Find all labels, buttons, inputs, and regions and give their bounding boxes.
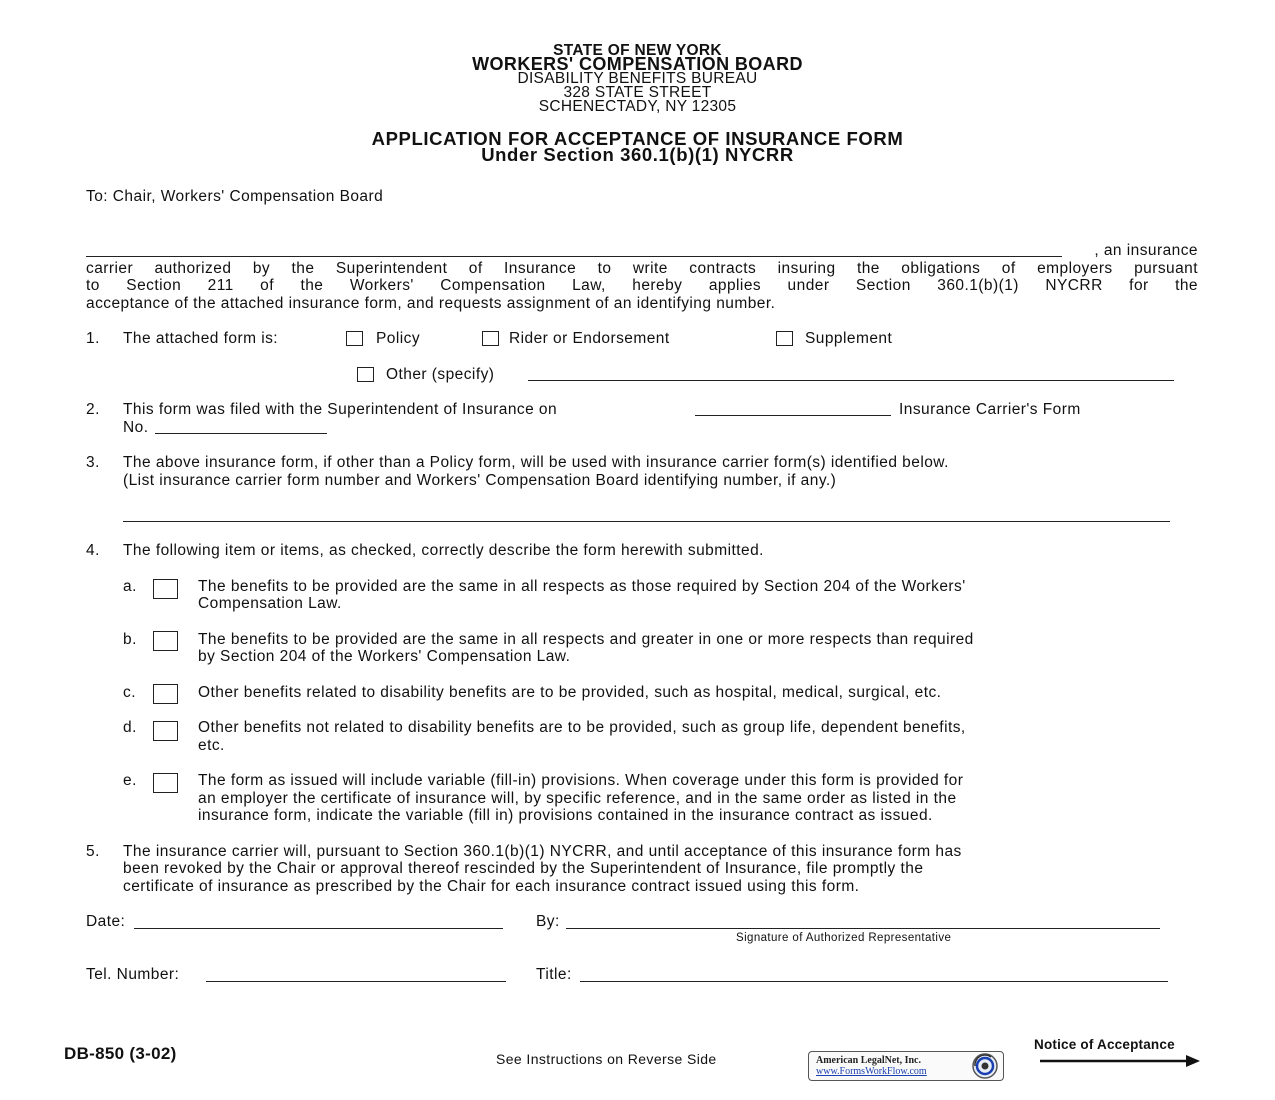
tel-label: Tel. Number: [86,966,180,983]
signature-caption: Signature of Authorized Representative [736,932,952,944]
date-field[interactable] [134,914,503,929]
item-1-number: 1. [86,330,100,347]
other-option-label: Other (specify) [386,366,495,383]
item-4e-checkbox[interactable] [153,773,178,793]
date-label: Date: [86,913,126,930]
form-title: APPLICATION FOR ACCEPTANCE OF INSURANCE FORM [371,128,904,149]
logo-company-name: American LegalNet, Inc. [816,1055,921,1066]
item-4e-letter: e. [123,772,137,789]
item-4d-line-1: Other benefits not related to disability benefits are to be provided, such as group life, dependent benefits, [198,719,966,736]
tel-field[interactable] [206,967,506,982]
intro-suffix: , an insurance [1094,242,1198,259]
item-4d-checkbox[interactable] [153,721,178,741]
item-4b-checkbox[interactable] [153,631,178,651]
logo-url[interactable]: www.FormsWorkFlow.com [816,1066,927,1077]
item-2-text-a: This form was filed with the Superintendent of Insurance on [123,401,558,418]
item-2-number: 2. [86,401,100,418]
intro-line-4: acceptance of the attached insurance form, and requests assignment of an identifying number. [86,295,776,312]
item-4d-letter: d. [123,719,137,736]
item-4a-line-2: Compensation Law. [198,595,342,612]
signature-field[interactable] [566,914,1160,929]
item-1-label: The attached form is: [123,330,279,347]
carrier-name-field[interactable] [86,243,1062,257]
form-subtitle: Under Section 360.1(b)(1) NYCRR [481,144,794,165]
notice-of-acceptance: Notice of Acceptance [1034,1037,1175,1052]
item-5-line-1: The insurance carrier will, pursuant to Section 360.1(b)(1) NYCRR, and until acceptance of this insurance form has [123,843,962,860]
form-id: DB-850 (3-02) [64,1044,177,1063]
addressee: To: Chair, Workers' Compensation Board [86,188,384,205]
item-3-line-2: (List insurance carrier form number and Workers' Compensation Board identifying number, if any.) [123,472,837,489]
item-4b-line-2: by Section 204 of the Workers' Compensation Law. [198,648,571,665]
header-state: STATE OF NEW YORK [553,42,722,59]
filed-date-field[interactable] [695,402,891,416]
supplement-option-label: Supplement [805,330,893,347]
item-4a-line-1: The benefits to be provided are the same in all respects as those required by Section 204 of the Workers' [198,578,966,595]
item-4c-line-1: Other benefits related to disability benefits are to be provided, such as hospital, medical, surgical, etc. [198,684,942,701]
header-city: SCHENECTADY, NY 12305 [538,98,737,115]
carrier-form-number-field[interactable] [155,420,327,434]
item-5-line-2: been revoked by the Chair or approval thereof rescinded by the Superintendent of Insurance, file promptly the [123,860,924,877]
item-5-line-3: certificate of insurance as prescribed by the Chair for each insurance contract issued using this form. [123,878,860,895]
item-4a-checkbox[interactable] [153,579,178,599]
policy-option-label: Policy [376,330,421,347]
carrier-forms-field[interactable] [123,508,1170,522]
other-specify-field[interactable] [528,367,1174,381]
item-4c-checkbox[interactable] [153,684,178,704]
american-legalnet-logo [808,1051,1004,1081]
item-4a-letter: a. [123,578,137,595]
supplement-checkbox[interactable] [776,331,793,346]
intro-line-3: to Section 211 of the Workers' Compensation Law, hereby applies under Section 360.1(b)(1) NYCRR for the [86,277,1198,294]
item-4d-line-2: etc. [198,737,225,754]
item-4e-line-3: insurance form, indicate the variable (fill in) provisions contained in the insurance contract as issued. [198,807,933,824]
arrow-right-icon [1040,1053,1202,1069]
item-4c-letter: c. [123,684,136,701]
item-3-number: 3. [86,454,100,471]
other-checkbox[interactable] [357,367,374,382]
item-5-number: 5. [86,843,100,860]
header-street: 328 STATE STREET [563,84,712,101]
item-2-text-c: No. [123,419,149,436]
policy-checkbox[interactable] [346,331,363,346]
globe-icon [969,1052,1001,1080]
item-3-line-1: The above insurance form, if other than a Policy form, will be used with insurance carrier form(s) identified below. [123,454,949,471]
item-4b-letter: b. [123,631,137,648]
item-2-text-b: Insurance Carrier's Form [899,401,1081,418]
rider-endorsement-checkbox[interactable] [482,331,499,346]
item-4-intro: The following item or items, as checked, correctly describe the form herewith submitted. [123,542,764,559]
intro-line-2: carrier authorized by the Superintendent of Insurance to write contracts insuring the obligations of employers pursuant [86,260,1198,277]
instructions-note: See Instructions on Reverse Side [496,1051,717,1067]
item-4e-line-2: an employer the certificate of insurance will, by specific reference, and in the same order as listed in the [198,790,957,807]
item-4e-line-1: The form as issued will include variable (fill-in) provisions. When coverage under this form is provided for [198,772,964,789]
title-label: Title: [536,966,572,983]
header-board: WORKERS' COMPENSATION BOARD [472,54,803,74]
header-bureau: DISABILITY BENEFITS BUREAU [517,70,758,87]
by-label: By: [536,913,560,930]
rider-option-label: Rider or Endorsement [509,330,670,347]
title-field[interactable] [580,967,1168,982]
item-4-number: 4. [86,542,100,559]
item-4b-line-1: The benefits to be provided are the same in all respects and greater in one or more respects than required [198,631,974,648]
